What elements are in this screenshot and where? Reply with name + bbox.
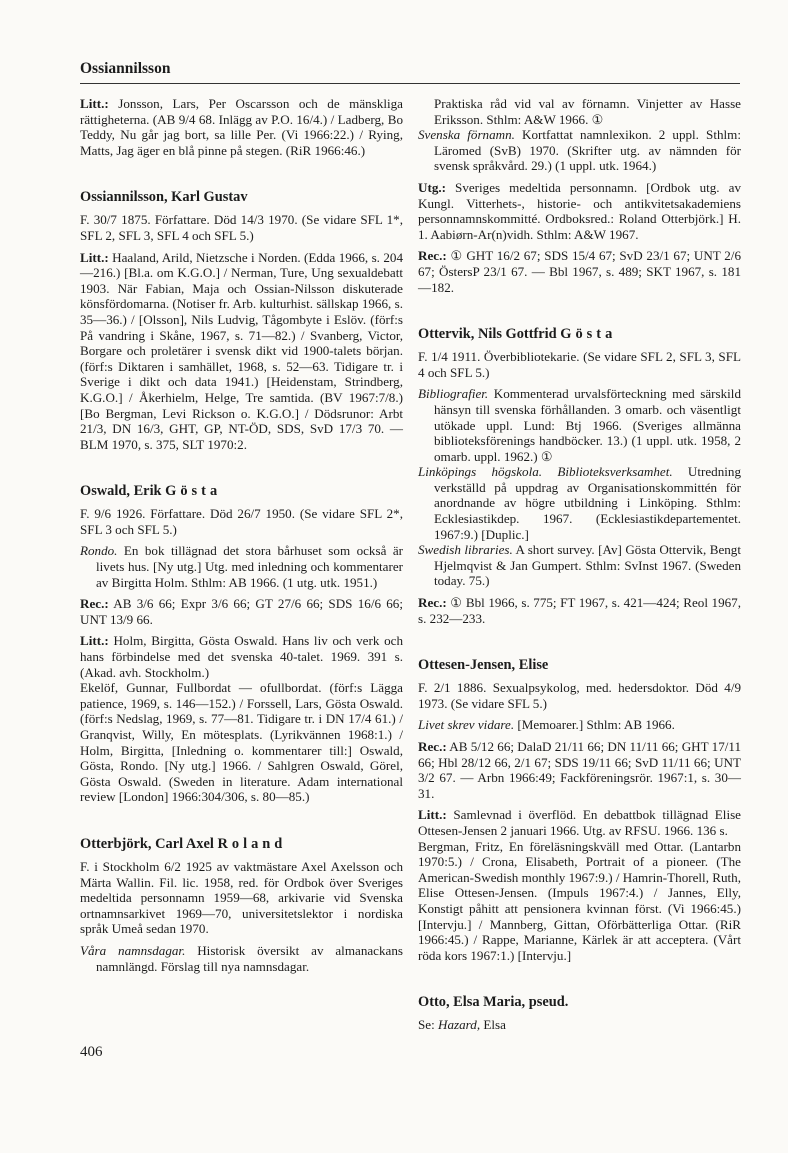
right-column: [418, 96, 741, 1033]
see-title: Hazard,: [438, 1017, 481, 1033]
entry-bio: F. 30/7 1875. Författare. Död 14/3 1970. (Se vidare SFL 1*, SFL 2, SFL 3, SFL 4 och SFL 5.): [80, 212, 403, 243]
entry-litt: Litt.: Haaland, Arild, Nietzsche i Norden. (Edda 1966, s. 204—216.) [Bl.a. om K.G.O.] / Nerman, Ture, Ung sexualdebatt 1903. När Fabian, Maja och Ossian-Nilsson diskuterade könsfördomarna. (Notiser fr. Arb. kulturhist. sällskap 1966, s. 35—36.) / [Olsson], Nils Ludvig, Tågombyte i Eslöv. (förf:s På vandring i Skåne, 1967, s. 71—82.) / Svanberg, Victor, Borgare och proletärer i svensk dikt vid 1900-talets början. (förf:s Diktaren i samhället, 1968, s. 52—63. Tidigare tr. i Sverige i dikt och data 1941.) [Heidenstam, Strindberg, K.G.O.] / Åkerhielm, Helge, Tre samtida. (BV 1967:7/8.) [Bo Bergman, Levi Rickson o. K.G.O.] / Dödsrunor: Arbt 21/3, DN 16/3, GHT, GP, NT-ÖD, SDS, SvD 17/3 70. — BLM 1970, s. 375, SLT 1970:2.: [80, 249, 403, 452]
litt-label: Litt.:: [80, 96, 109, 111]
work-title: Bibliografier.: [418, 386, 489, 402]
entry-work: Våra namnsdagar. Historisk översikt av almanackans namnlängd. Förslag till nya namnsdagar.: [80, 942, 403, 974]
entry-work: Linköpings högskola. Biblioteksverksamhet. Utredning verkställd på uppdrag av Organisationskommittén för anordnande av högre utbildning i Linköping. Sthlm: Ecklesiastikdep. 1967. (Ecklesiastikdepartementet. 1967:9.) [Duplic.]: [418, 464, 741, 542]
rec-label: Rec.:: [418, 248, 447, 264]
entry-work: Livet skrev vidare. [Memoarer.] Sthlm: AB 1966.: [418, 717, 675, 733]
entry-rec: Rec.: AB 3/6 66; Expr 3/6 66; GT 27/6 66; SDS 16/6 66; UNT 13/9 66.: [80, 596, 403, 627]
work-title: Linköpings högskola. Biblioteksverksamhet.: [418, 464, 673, 480]
utg-label: Utg.:: [418, 179, 446, 195]
entry-heading-otterbjork-carl-axel-roland: Otterbjörk, Carl Axel Roland: [80, 835, 287, 852]
entry-bio: F. 1/4 1911. Överbibliotekarie. (Se vidare SFL 2, SFL 3, SFL 4 och SFL 5.): [418, 349, 741, 380]
entry-litt-continued: Ekelöf, Gunnar, Fullbordat — ofullbordat. (förf:s Lägga patience, 1969, s. 146—152.) / Forssell, Lars, Gösta Oswald. (förf:s Nedslag, 1969, s. 77—81. Tidigare tr. i DN 17/4 61.) / Granqvist, Willy, En mötesplats. (Lyrikvännen 1968:1.) / Holm, Birgitta, [Inledning o. kommentarer till:] Oswald, Gösta, Rondo. [Ny utg.] 1966. / Sahlgren Oswald, Görel, Gösta Oswald. (Sweden in literature. Adam international review [London] 1966:304/306, s. 80—85.): [80, 680, 403, 805]
rec-label: Rec.:: [418, 739, 447, 754]
entry-heading-ottervik-nils-gottfrid-gosta: Ottervik, Nils Gottfrid Gösta: [418, 326, 617, 343]
running-head: Ossiannilsson: [80, 60, 171, 77]
rec-label: Rec.:: [80, 596, 109, 612]
entry-bio: F. 9/6 1926. Författare. Död 26/7 1950. (Se vidare SFL 2*, SFL 3 och SFL 5.): [80, 506, 403, 537]
entry-work: Rondo. En bok tillägnad det stora bårhuset som också är livets hus. [Ny utg.] Utg. med inledning och kommentarer av Birgitta Holm. Sthlm: AB 1966. (1 utg. utk. 1951.): [80, 543, 403, 590]
entry-work: Swedish libraries. A short survey. [Av] Gösta Ottervik, Bengt Hjelmqvist & Jan Gumpert. Sthlm: SvInst 1967. (Sweden today. 75.): [418, 542, 741, 589]
page-number: 406: [80, 1044, 103, 1060]
litt-label: Litt.:: [80, 633, 109, 649]
entry-work-continued: Praktiska råd vid val av förnamn. Vinjetter av Hasse Eriksson. Sthlm: A&W 1966. ①: [434, 96, 741, 127]
work-title: Swedish libraries.: [418, 542, 513, 558]
entry-ossiannilsson-litt: Litt.: Jonsson, Lars, Per Oscarsson och de mänskliga rättigheterna. (AB 9/4 68. Inlägg av P.O. 16/4.) / Ladberg, Bo Teddy, Nu går jag bort, sa lille Per. (Vi 1966:22.) / Rying, Matts, Jag äger en blå pinne på stegen. (RiR 1966:46.): [80, 96, 403, 158]
entry-work: Svenska förnamn. Kortfattat namnlexikon. 2 uppl. Sthlm: Läromed (SvB) 1970. (Skrifter utg. av nämnden för svensk språkvård. 29.) (1 uppl. utk. 1964.): [418, 127, 741, 174]
work-title: Våra namnsdagar.: [80, 942, 186, 958]
entry-litt-continued: Bergman, Fritz, En föreläsningskväll med Ottar. (Lantarbn 1970:5.) / Crona, Elisabeth, Portrait of a pioneer. (The American-Swedish monthly 1967:9.) / Hamrin-Thorell, Ruth, Elise Ottesen-Jensen. (Impuls 1967:4.) / Jannes, Elly, Konstigt påhitt att pensionera kvinnan först. (Vi 1966:45.) [Intervju.] / Mannberg, Gittan, Oförbätterliga Ottar. (RiR 1966:45.) / Rappe, Marianne, Kärlek är att acceptera. (Vårt röda kors 1967:1.) [Intervju.]: [418, 838, 741, 963]
entry-utg: Utg.: Sveriges medeltida personnamn. [Ordbok utg. av Kungl. Vitterhets-, historie- och antikvitetsakademiens personnamnskommitté. Ordboksred.: Roland Otterbjörk.] H. 1. Aabiørn-Ar(n)vidh. Sthlm: A&W 1967.: [418, 179, 741, 242]
entry-rec: Rec.: ① Bbl 1966, s. 775; FT 1967, s. 421—424; Reol 1967, s. 232—233.: [418, 595, 741, 626]
entry-bio: F. i Stockholm 6/2 1925 av vaktmästare Axel Axelsson och Märta Wallin. Fil. lic. 1958, red. för Ordbok över Sveriges medeltida personnamn 1959—68, arkivarie vid Svenska ortnamnsarkivet 1969—70, universitetslektor i nordiska språk Umeå sedan 1970.: [80, 858, 403, 937]
entry-work: Bibliografier. Kommenterad urvalsförteckning med särskild hänsyn till svenska förhållanden. 3 omarb. och väsentligt utökade uppl. Lund: Btj 1966. (Sveriges allmänna biblioteksförenings handböcker. 13.) (1 uppl. utk. 1958, 2 omarb. uppl. 1962.) ①: [418, 386, 741, 464]
header-rule: [80, 83, 740, 84]
entry-heading-otto-elsa-maria: Otto, Elsa Maria, pseud.: [418, 994, 569, 1011]
entry-rec: Rec.: AB 5/12 66; DalaD 21/11 66; DN 11/11 66; GHT 17/11 66; Hbl 28/12 66, 2/1 67; SDS 19/11 66; SvD 11/11 66; UNT 3/2 67. — Arbn 1966:49; Fackföreningsrör. 1967:1, s. 30—31.: [418, 739, 741, 801]
entry-bio: F. 2/1 1886. Sexualpsykolog, med. hedersdoktor. Död 4/9 1973. (Se vidare SFL 5.): [418, 680, 741, 711]
entry-heading-oswald-erik-gosta: Oswald, Erik Gösta: [80, 483, 222, 500]
work-title: Rondo.: [80, 543, 118, 559]
entry-rec: Rec.: ① GHT 16/2 67; SDS 15/4 67; SvD 23/1 67; UNT 2/6 67; ÖstersP 23/1 67. — Bbl 1967, s. 489; SKT 1967, s. 181—182.: [418, 248, 741, 295]
left-column: [80, 96, 403, 974]
litt-label: Litt.:: [80, 249, 109, 265]
entry-see-reference: Se: Hazard, Elsa: [418, 1017, 506, 1033]
work-title: Livet skrev vidare.: [418, 717, 515, 733]
litt-label: Litt.:: [418, 807, 447, 823]
entry-litt: Litt.: Holm, Birgitta, Gösta Oswald. Hans liv och verk och hans förbindelse med det svenska 40-talet. 1969. 391 s. (Akad. avh. Stockholm.): [80, 633, 403, 680]
entry-heading-ossiannilsson-karl-gustav: Ossiannilsson, Karl Gustav: [80, 189, 248, 206]
work-title: Svenska förnamn.: [418, 127, 515, 143]
entry-heading-ottesen-jensen-elise: Ottesen-Jensen, Elise: [418, 657, 549, 674]
entry-litt: Litt.: Samlevnad i överflöd. En debattbok tillägnad Elise Ottesen-Jensen 2 januari 1966. Utg. av RFSU. 1966. 136 s.: [418, 807, 741, 838]
rec-label: Rec.:: [418, 595, 447, 611]
